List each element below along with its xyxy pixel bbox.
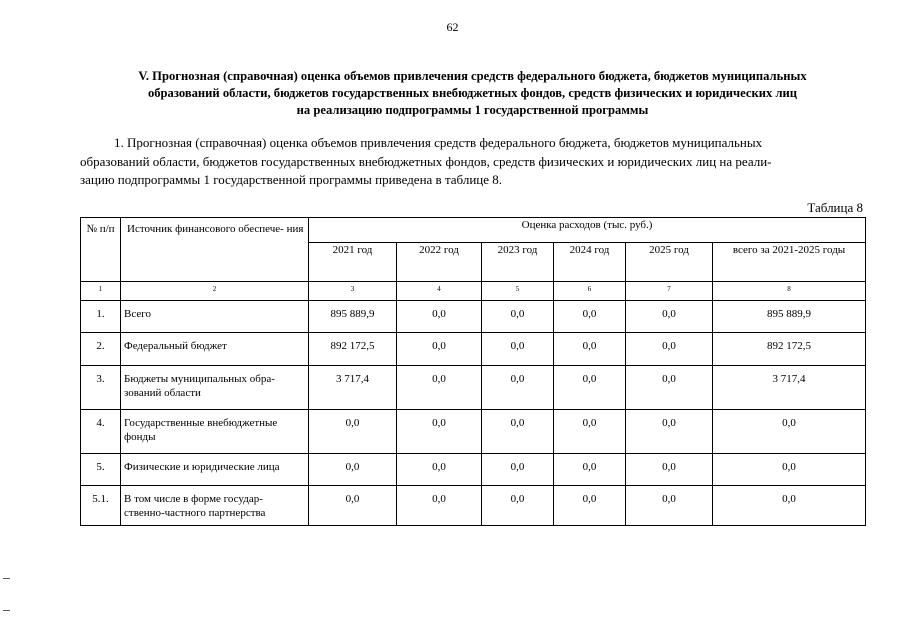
page-number: 62 <box>446 20 459 34</box>
cell-value: 0,0 <box>554 333 626 366</box>
cell-total: 895 889,9 <box>713 301 866 333</box>
cell-value: 0,0 <box>482 333 554 366</box>
column-number: 8 <box>713 282 866 301</box>
cell-value: 0,0 <box>309 410 397 454</box>
cell-value: 0,0 <box>626 454 713 486</box>
cell-total: 3 717,4 <box>713 366 866 410</box>
row-number: 4. <box>81 410 121 454</box>
column-number: 7 <box>626 282 713 301</box>
header-year: 2023 год <box>482 243 554 282</box>
cell-value: 0,0 <box>397 454 482 486</box>
intro-line: зацию подпрограммы 1 государственной программы приведена в таблице 8. <box>80 172 503 187</box>
cell-value: 0,0 <box>482 366 554 410</box>
table-row <box>81 333 866 366</box>
cell-value: 0,0 <box>626 366 713 410</box>
row-number: 2. <box>81 333 121 366</box>
table-row <box>81 410 866 454</box>
header-year: 2022 год <box>397 243 482 282</box>
section-heading <box>80 68 865 119</box>
cell-value: 0,0 <box>482 301 554 333</box>
table-row <box>81 301 866 333</box>
cell-total: 0,0 <box>713 486 866 526</box>
margin-mark <box>3 610 10 611</box>
cell-value: 0,0 <box>309 486 397 526</box>
cell-value: 0,0 <box>626 410 713 454</box>
cell-value: 0,0 <box>397 366 482 410</box>
cell-value: 0,0 <box>554 486 626 526</box>
intro-line: образований области, бюджетов государственных внебюджетных фондов, средств физических и юридических лиц на реали- <box>80 153 772 169</box>
header-number: № п/п <box>81 218 121 282</box>
cell-value: 0,0 <box>626 486 713 526</box>
heading-line: V. Прогнозная (справочная) оценка объемов привлечения средств федерального бюджета, бюджетов муниципальных <box>138 69 807 83</box>
cell-value: 0,0 <box>397 301 482 333</box>
cell-value: 895 889,9 <box>309 301 397 333</box>
header-year: 2021 год <box>309 243 397 282</box>
column-number: 5 <box>482 282 554 301</box>
cell-value: 0,0 <box>626 333 713 366</box>
cell-total: 0,0 <box>713 410 866 454</box>
cell-value: 0,0 <box>554 454 626 486</box>
column-number: 6 <box>554 282 626 301</box>
table-row <box>81 366 866 410</box>
heading-line: на реализацию подпрограммы 1 государственной программы <box>296 103 649 117</box>
cell-value: 892 172,5 <box>309 333 397 366</box>
intro-line: 1. Прогнозная (справочная) оценка объемов привлечения средств федерального бюджета, бюджетов муниципальных <box>114 135 763 150</box>
column-number: 3 <box>309 282 397 301</box>
cell-value: 0,0 <box>482 486 554 526</box>
funding-table <box>80 217 866 526</box>
cell-value: 0,0 <box>309 454 397 486</box>
column-number: 1 <box>81 282 121 301</box>
cell-value: 0,0 <box>482 454 554 486</box>
row-number: 1. <box>81 301 121 333</box>
header-source: Источник финансового обеспече- ния <box>121 218 309 282</box>
cell-value: 0,0 <box>554 410 626 454</box>
row-source: Физические и юридические лица <box>121 454 309 486</box>
margin-mark <box>3 578 10 579</box>
row-source: Федеральный бюджет <box>121 333 309 366</box>
row-source: В том числе в форме государ- ственно-частного партнерства <box>121 486 309 526</box>
row-number: 3. <box>81 366 121 410</box>
row-source: Государственные внебюджетные фонды <box>121 410 309 454</box>
column-number: 4 <box>397 282 482 301</box>
row-source: Бюджеты муниципальных обра- зований области <box>121 366 309 410</box>
cell-total: 0,0 <box>713 454 866 486</box>
column-number: 2 <box>121 282 309 301</box>
cell-value: 0,0 <box>397 410 482 454</box>
cell-value: 0,0 <box>554 301 626 333</box>
cell-value: 0,0 <box>397 486 482 526</box>
header-year: 2024 год <box>554 243 626 282</box>
header-year: 2025 год <box>626 243 713 282</box>
row-source: Всего <box>121 301 309 333</box>
row-number: 5.1. <box>81 486 121 526</box>
cell-total: 892 172,5 <box>713 333 866 366</box>
cell-value: 3 717,4 <box>309 366 397 410</box>
header-total: всего за 2021-2025 годы <box>713 243 866 282</box>
table-caption: Таблица 8 <box>807 200 863 215</box>
intro-paragraph <box>80 134 865 190</box>
cell-value: 0,0 <box>482 410 554 454</box>
table-row <box>81 454 866 486</box>
cell-value: 0,0 <box>626 301 713 333</box>
row-number: 5. <box>81 454 121 486</box>
cell-value: 0,0 <box>554 366 626 410</box>
cell-value: 0,0 <box>397 333 482 366</box>
table-row <box>81 486 866 526</box>
header-expenses-group: Оценка расходов (тыс. руб.) <box>309 218 866 243</box>
heading-line: образований области, бюджетов государственных внебюджетных фондов, средств физических и юридических лиц <box>147 86 798 100</box>
